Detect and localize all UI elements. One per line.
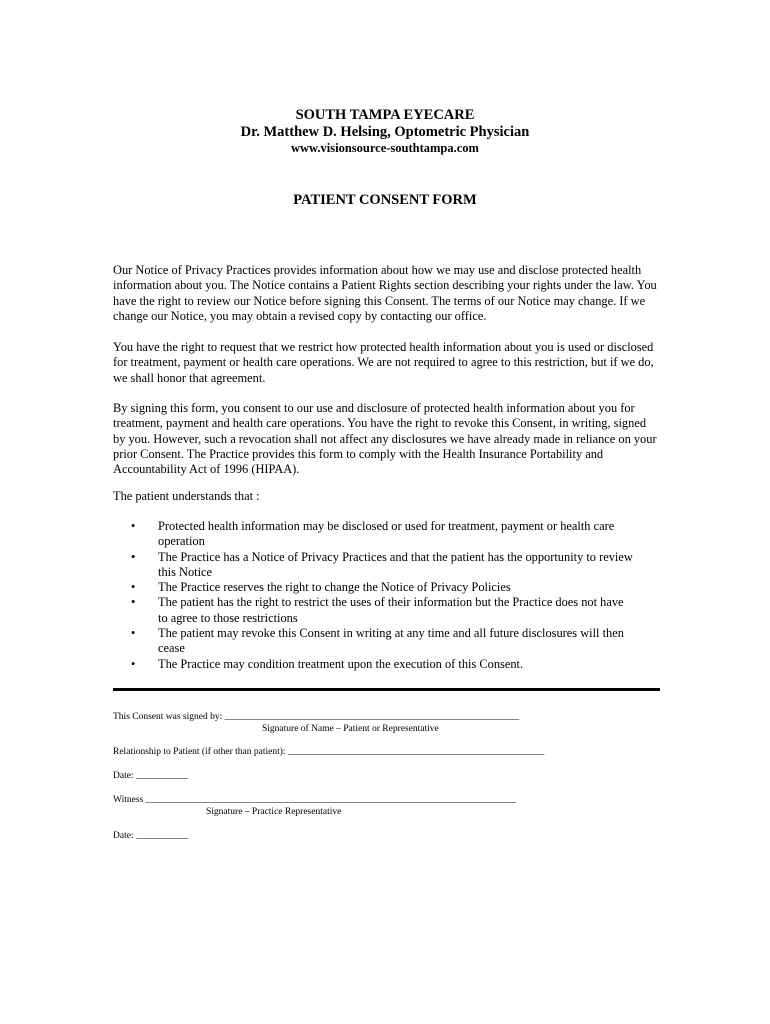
doctor-name: Dr. Matthew D. Helsing, Optometric Physician [240, 124, 530, 140]
understands-intro: The patient understands that : [113, 489, 260, 503]
consent-paragraph: By signing this form, you consent to our use and disclosure of protected health information about you for treatment, payment and health care operations. You have the right to revoke this Consent, in writing, signed by you. However, such a revocation shall not affect any disclosures we have already made in reliance on your prior Consent. The Practice provides this form to comply with the Health Insurance Portability and Accountability Act of 1996 (HIPAA). [113, 401, 657, 477]
practice-website: www.visionsource-southtampa.com [291, 141, 479, 155]
list-item [113, 657, 634, 672]
list-item-text: Protected health information may be disclosed or used for treatment, payment or health care operation [158, 519, 615, 549]
signed-by-field[interactable]: This Consent was signed by: ______________________________________________________________ [113, 712, 520, 722]
list-item-text: The Practice may condition treatment upon the execution of this Consent. [158, 656, 524, 671]
bullet-icon: • [131, 519, 136, 533]
list-item [113, 519, 634, 550]
list-item-text: The patient may revoke this Consent in writing at any time and all future disclosures will then cease [158, 626, 624, 656]
bullet-icon: • [131, 626, 136, 641]
practice-name: SOUTH TAMPA EYECARE [295, 107, 475, 123]
section-divider [113, 688, 660, 691]
form-title: PATIENT CONSENT FORM [293, 192, 477, 208]
bullet-icon: • [131, 580, 136, 595]
signed-by-caption: Signature of Name – Patient or Representative [262, 724, 439, 734]
date-field-patient[interactable]: Date: ___________ [113, 771, 189, 781]
list-item-text: The Practice has a Notice of Privacy Practices and that the patient has the opportunity to review this Notice [158, 549, 633, 579]
list-item [113, 595, 634, 626]
bullet-icon: • [131, 549, 136, 564]
witness-caption: Signature – Practice Representative [206, 807, 342, 817]
list-item-text: The Practice reserves the right to change the Notice of Privacy Policies [158, 580, 511, 595]
list-item [113, 580, 634, 595]
date-field-witness[interactable]: Date: ___________ [113, 831, 189, 841]
witness-field[interactable]: Witness ______________________________________________________________________________ [113, 795, 517, 805]
privacy-notice-paragraph: Our Notice of Privacy Practices provides information about how we may use and disclose protected health information about you. The Notice contains a Patient Rights section describing your rights under the law. You have the right to review our Notice before signing this Consent. The terms of our Notice may change. If we change our Notice, you may obtain a revised copy by contacting our office. [113, 263, 657, 323]
relationship-field[interactable]: Relationship to Patient (if other than patient): ______________________________________________________ [113, 747, 545, 757]
list-item [113, 550, 634, 581]
list-item-text: The patient has the right to restrict the uses of their information but the Practice does not have to agree to those restrictions [158, 595, 624, 625]
bullet-icon: • [131, 595, 136, 610]
bullet-icon: • [131, 656, 136, 671]
restriction-paragraph: You have the right to request that we restrict how protected health information about you is used or disclosed for treatment, payment or health care operations. We are not required to agree to this restriction, but if we do, we shall honor that agreement. [113, 340, 654, 385]
understanding-list [113, 519, 661, 672]
list-item [113, 626, 634, 657]
